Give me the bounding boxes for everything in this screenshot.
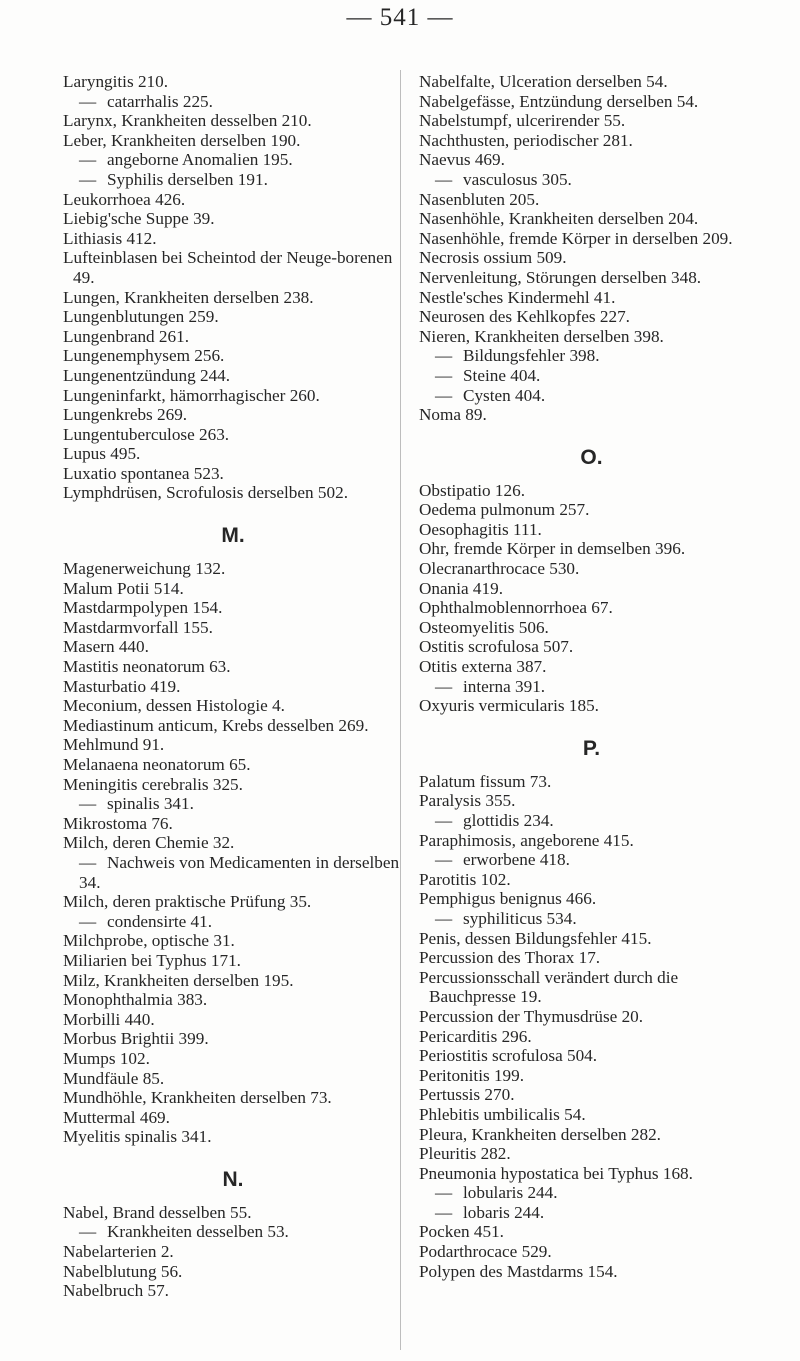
subentry-dash: — [435,346,453,366]
index-column-left [63,72,403,1301]
index-subentry [63,150,403,170]
index-entry: Melanaena neonatorum 65. [63,755,251,774]
subentry-text: lobaris 244. [463,1202,545,1222]
index-subentry [63,170,403,190]
index-entry: Nabelstumpf, ulcerirender 55. [419,111,626,131]
index-entry: Parotitis 102. [419,869,511,889]
index-entry: Pocken 451. [419,1222,504,1242]
index-entry: Lungenblutungen 259. [63,307,219,327]
index-entry: Mastitis neonatorum 63. [63,657,231,677]
subentry-dash: — [435,676,453,696]
index-entry: Milch, deren praktische Prüfung 35. [63,892,312,912]
index-entry: Nachthusten, periodischer 281. [419,130,633,150]
subentry-text: glottidis 234. [463,811,554,830]
index-entry: Peritonitis 199. [419,1065,525,1085]
section-letter: N. [222,1167,244,1191]
index-entry: Milchprobe, optische 31. [63,931,235,951]
section-letter: O. [580,445,603,469]
index-entry: Leber, Krankheiten derselben 190. [63,130,301,150]
index-entry: Lufteinblasen bei Scheintod der Neuge-borenen 49. [63,248,393,287]
index-entry: Meningitis cerebralis 325. [63,774,243,794]
index-subentry [419,850,764,870]
index-entry: Monophthalmia 383. [63,990,208,1010]
index-subentry [419,677,764,697]
index-entry: Nabelblutung 56. [63,1261,183,1281]
index-entry: Phlebitis umbilicalis 54. [419,1104,586,1124]
index-entry: Mastdarmvorfall 155. [63,617,213,637]
index-entry: Noma 89. [419,405,487,425]
index-entry: Periostitis scrofulosa 504. [419,1046,598,1066]
index-entry: Percussion des Thorax 17. [419,948,601,968]
subentry-text: syphiliticus 534. [463,908,577,928]
subentry-dash: — [79,852,97,872]
index-entry: Pertussis 270. [419,1085,515,1105]
subentry-text: lobularis 244. [463,1183,558,1203]
index-subentry [63,853,403,892]
subentry-dash: — [79,794,97,814]
index-entry: Lungenbrand 261. [63,326,190,346]
subentry-text: Krankheiten desselben 53. [107,1222,289,1242]
subentry-dash: — [435,811,453,830]
index-entry: Oxyuris vermicularis 185. [419,696,599,716]
index-entry: Nabel, Brand desselben 55. [63,1202,252,1222]
index-entry: Lungeninfarkt, hämorrhagischer 260. [63,385,320,405]
index-column-right [419,72,764,1281]
index-entry: Nestle'sches Kindermehl 41. [419,287,616,307]
index-entry: Osteomyelitis 506. [419,617,549,637]
index-entry: Oedema pulmonum 257. [419,500,590,520]
index-entry: Nasenhöhle, Krankheiten derselben 204. [419,209,699,229]
subentry-text: angeborne Anomalien 195. [107,150,293,170]
index-entry: Morbus Brightii 399. [63,1029,209,1049]
index-entry: Obstipatio 126. [419,480,525,500]
index-subentry [63,912,403,932]
index-entry: Nabelfalte, Ulceration derselben 54. [419,72,668,91]
index-entry: Nabelgefässe, Entzündung derselben 54. [419,91,699,111]
index-entry: Naevus 469. [419,150,505,170]
index-entry: Magenerweichung 132. [63,559,226,579]
index-entry: Muttermal 469. [63,1107,170,1127]
subentry-text: catarrhalis 225. [107,91,213,111]
index-entry: Liebig'sche Suppe 39. [63,209,215,229]
subentry-dash: — [79,1222,97,1242]
index-entry: Morbilli 440. [63,1009,155,1029]
index-entry: Ostitis scrofulosa 507. [419,637,574,657]
subentry-text: Bildungsfehler 398. [463,346,600,366]
subentry-dash: — [435,908,453,928]
subentry-text: erworbene 418. [463,850,570,870]
index-entry: Mastdarmpolypen 154. [63,598,223,618]
index-subentry [63,92,403,112]
subentry-text: Syphilis derselben 191. [107,169,268,189]
index-entry: Pleuritis 282. [419,1144,511,1164]
index-entry: Onania 419. [419,578,504,598]
index-entry: Lungenkrebs 269. [63,405,188,425]
subentry-text: Nachweis von Medicamenten in derselben 34. [79,852,400,892]
index-subentry [419,1183,764,1203]
index-entry: Olecranarthrocace 530. [419,559,580,579]
subentry-dash: — [435,1183,453,1203]
index-entry: Leukorrhoea 426. [63,189,186,209]
index-entry: Penis, dessen Bildungsfehler 415. [419,928,652,948]
index-entry: Podarthrocace 529. [419,1242,552,1262]
index-entry: Pericarditis 296. [419,1026,532,1046]
index-entry: Lymphdrüsen, Scrofulosis derselben 502. [63,483,348,503]
index-entry: Luxatio spontanea 523. [63,463,224,483]
index-entry: Pemphigus benignus 466. [419,889,597,909]
index-entry: Mediastinum anticum, Krebs desselben 269. [63,715,369,735]
index-entry: Nervenleitung, Störungen derselben 348. [419,267,702,287]
index-entry: Larynx, Krankheiten desselben 210. [63,111,312,131]
index-entry: Mundfäule 85. [63,1068,165,1088]
index-subentry [419,386,764,406]
subentry-dash: — [79,169,97,189]
index-subentry [419,170,764,190]
index-entry: Lungen, Krankheiten derselben 238. [63,287,314,307]
page-number: — 541 — [346,4,454,31]
index-entry: Neurosen des Kehlkopfes 227. [419,307,630,327]
index-entry: Meconium, dessen Histologie 4. [63,696,285,716]
index-entry: Polypen des Mastdarms 154. [419,1261,618,1281]
index-entry: Percussion der Thymusdrüse 20. [419,1006,644,1026]
subentry-text: vasculosus 305. [463,169,572,189]
subentry-dash: — [79,911,97,931]
index-entry: Malum Potii 514. [63,578,184,598]
index-subentry [63,1222,403,1242]
index-entry: Milch, deren Chemie 32. [63,833,235,853]
subentry-text: spinalis 341. [107,794,194,814]
subentry-dash: — [435,850,453,870]
index-entry: Paraphimosis, angeborene 415. [419,830,634,850]
index-entry: Lungentuberculose 263. [63,424,230,444]
index-entry: Palatum fissum 73. [419,771,552,791]
index-entry: Otitis externa 387. [419,657,547,677]
index-entry: Mumps 102. [63,1048,150,1068]
index-entry: Nieren, Krankheiten derselben 398. [419,326,664,346]
index-subentry [63,794,403,814]
index-entry: Ohr, fremde Körper in demselben 396. [419,539,686,559]
index-entry: Miliarien bei Typhus 171. [63,950,241,970]
section-letter: M. [221,524,245,548]
index-entry: Lungenemphysem 256. [63,346,225,366]
index-entry: Lithiasis 412. [63,228,157,248]
index-entry: Laryngitis 210. [63,72,169,91]
subentry-text: condensirte 41. [107,911,213,931]
index-entry: Masturbatio 419. [63,676,181,696]
index-entry: Necrosis ossium 509. [419,248,567,268]
index-entry: Myelitis spinalis 341. [63,1127,212,1147]
section-letter: P. [582,736,601,760]
subentry-dash: — [435,1202,453,1222]
index-entry: Nabelarterien 2. [63,1242,174,1262]
subentry-dash: — [435,365,453,385]
index-entry: Lungenentzündung 244. [63,365,231,385]
subentry-text: Cysten 404. [463,385,546,405]
subentry-text: Steine 404. [463,365,541,385]
index-entry: Mikrostoma 76. [63,813,173,833]
index-entry: Milz, Krankheiten derselben 195. [63,970,294,990]
index-entry: Lupus 495. [63,444,141,464]
index-entry: Mehlmund 91. [63,735,165,755]
index-entry: Oesophagitis 111. [419,519,542,539]
subentry-dash: — [79,150,97,170]
subentry-text: interna 391. [463,676,546,696]
index-entry: Percussionsschall verändert durch die Bauchpresse 19. [419,967,679,1007]
index-entry: Pleura, Krankheiten derselben 282. [419,1124,661,1144]
index-entry: Nasenbluten 205. [419,189,540,209]
index-entry: Mundhöhle, Krankheiten derselben 73. [63,1088,332,1108]
index-subentry [419,909,764,929]
index-entry: Masern 440. [63,637,149,657]
index-subentry [419,346,764,366]
index-subentry [419,366,764,386]
index-entry: Nabelbruch 57. [63,1281,169,1301]
index-entry: Paralysis 355. [419,791,516,811]
index-subentry [419,1203,764,1223]
index-entry: Pneumonia hypostatica bei Typhus 168. [419,1163,693,1183]
subentry-dash: — [435,385,453,405]
subentry-dash: — [79,91,97,111]
index-entry: Ophthalmoblennorrhoea 67. [419,598,613,618]
index-entry: Nasenhöhle, fremde Körper in derselben 209. [419,228,733,248]
subentry-dash: — [435,169,453,189]
index-subentry [419,811,764,831]
